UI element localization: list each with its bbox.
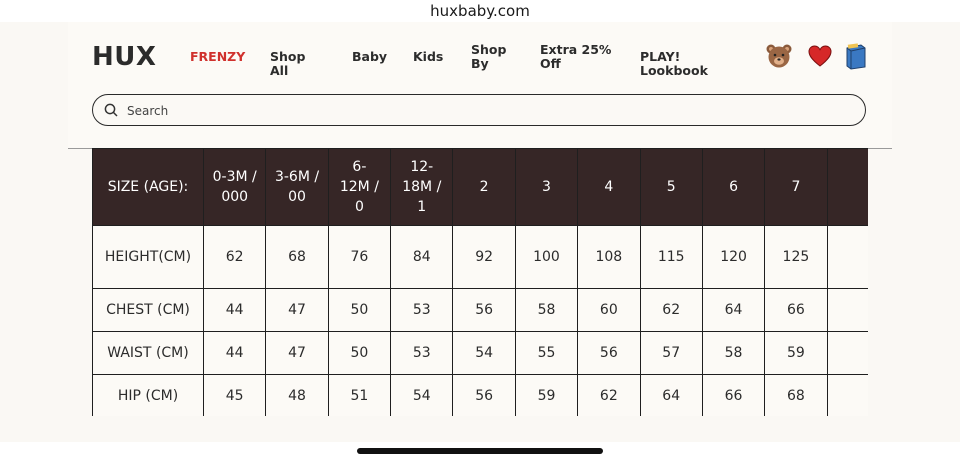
table-cell: 54	[391, 375, 453, 417]
table-cell: 66	[765, 289, 827, 332]
table-row	[93, 332, 869, 375]
table-cell: 58	[702, 332, 764, 375]
table-cell: 44	[204, 332, 266, 375]
size-chart-table	[92, 148, 868, 416]
site-logo[interactable]: HUX	[92, 42, 157, 72]
table-cell: 56	[453, 375, 515, 417]
search-bar[interactable]	[92, 94, 866, 126]
nav-item-kids[interactable]: Kids	[413, 49, 444, 64]
size-header-cell: 6	[702, 149, 764, 226]
row-label: WAIST (CM)	[93, 332, 204, 375]
table-cell: 68	[266, 226, 328, 289]
size-header-row	[93, 149, 869, 226]
row-label: HIP (CM)	[93, 375, 204, 417]
size-header-cell: 5	[640, 149, 702, 226]
table-cell: 125	[765, 226, 827, 289]
search-input[interactable]	[125, 100, 849, 122]
table-cell: 45	[204, 375, 266, 417]
table-cell: 56	[453, 289, 515, 332]
table-cell: 64	[702, 289, 764, 332]
nav-item-shop-all[interactable]: Shop All	[270, 49, 306, 78]
nav-item-extra-25-off[interactable]: Extra 25% Off	[540, 42, 612, 71]
table-cell: 66	[702, 375, 764, 417]
nav-item-shop-by[interactable]: Shop By	[471, 42, 507, 71]
table-row	[93, 226, 869, 289]
row-label: HEIGHT(CM)	[93, 226, 204, 289]
table-cell: 50	[328, 332, 390, 375]
size-header-cell: 4	[578, 149, 640, 226]
page	[0, 22, 960, 442]
size-header-cell: 7	[765, 149, 827, 226]
table-cell: 115	[640, 226, 702, 289]
table-cell: 62	[204, 226, 266, 289]
size-header-cell: 3-6M / 00	[266, 149, 328, 226]
size-header-cell: 3	[515, 149, 577, 226]
table-cell: 120	[702, 226, 764, 289]
table-cell-overflow	[827, 332, 868, 375]
table-cell: 48	[266, 375, 328, 417]
book-icon[interactable]	[842, 42, 870, 70]
heart-icon[interactable]	[806, 42, 834, 70]
table-cell: 108	[578, 226, 640, 289]
table-cell: 51	[328, 375, 390, 417]
table-cell-overflow	[827, 375, 868, 417]
table-cell: 92	[453, 226, 515, 289]
table-cell: 58	[515, 289, 577, 332]
table-cell: 54	[453, 332, 515, 375]
table-cell: 55	[515, 332, 577, 375]
size-header-cell: 12-18M / 1	[391, 149, 453, 226]
nav-item-play-lookbook[interactable]: PLAY! Lookbook	[640, 49, 708, 78]
table-cell: 57	[640, 332, 702, 375]
table-cell: 59	[515, 375, 577, 417]
table-cell: 76	[328, 226, 390, 289]
table-cell: 62	[578, 375, 640, 417]
row-label: CHEST (CM)	[93, 289, 204, 332]
nav-item-frenzy[interactable]: FRENZY	[190, 49, 246, 64]
table-cell: 56	[578, 332, 640, 375]
table-cell: 59	[765, 332, 827, 375]
size-header-cell: 0-3M / 000	[204, 149, 266, 226]
site-header	[68, 22, 892, 148]
size-header-cell-overflow	[827, 149, 868, 226]
browser-url-bar[interactable]	[0, 0, 960, 22]
home-indicator[interactable]	[357, 448, 603, 454]
table-cell: 44	[204, 289, 266, 332]
nav-item-baby[interactable]: Baby	[352, 49, 388, 64]
table-cell: 64	[640, 375, 702, 417]
table-cell: 53	[391, 332, 453, 375]
table-cell-overflow	[827, 289, 868, 332]
size-header-cell: 2	[453, 149, 515, 226]
teddy-bear-icon[interactable]	[765, 42, 793, 70]
table-cell: 68	[765, 375, 827, 417]
table-cell: 47	[266, 332, 328, 375]
size-age-header: SIZE (AGE):	[93, 149, 204, 226]
table-cell: 53	[391, 289, 453, 332]
table-row	[93, 289, 869, 332]
table-cell: 60	[578, 289, 640, 332]
search-icon	[103, 102, 119, 118]
table-cell: 50	[328, 289, 390, 332]
table-cell: 100	[515, 226, 577, 289]
size-header-cell: 6-12M / 0	[328, 149, 390, 226]
url-text: huxbaby.com	[430, 2, 530, 20]
table-cell: 62	[640, 289, 702, 332]
table-cell-overflow	[827, 226, 868, 289]
table-cell: 84	[391, 226, 453, 289]
table-row	[93, 375, 869, 417]
size-chart	[92, 148, 868, 416]
table-cell: 47	[266, 289, 328, 332]
